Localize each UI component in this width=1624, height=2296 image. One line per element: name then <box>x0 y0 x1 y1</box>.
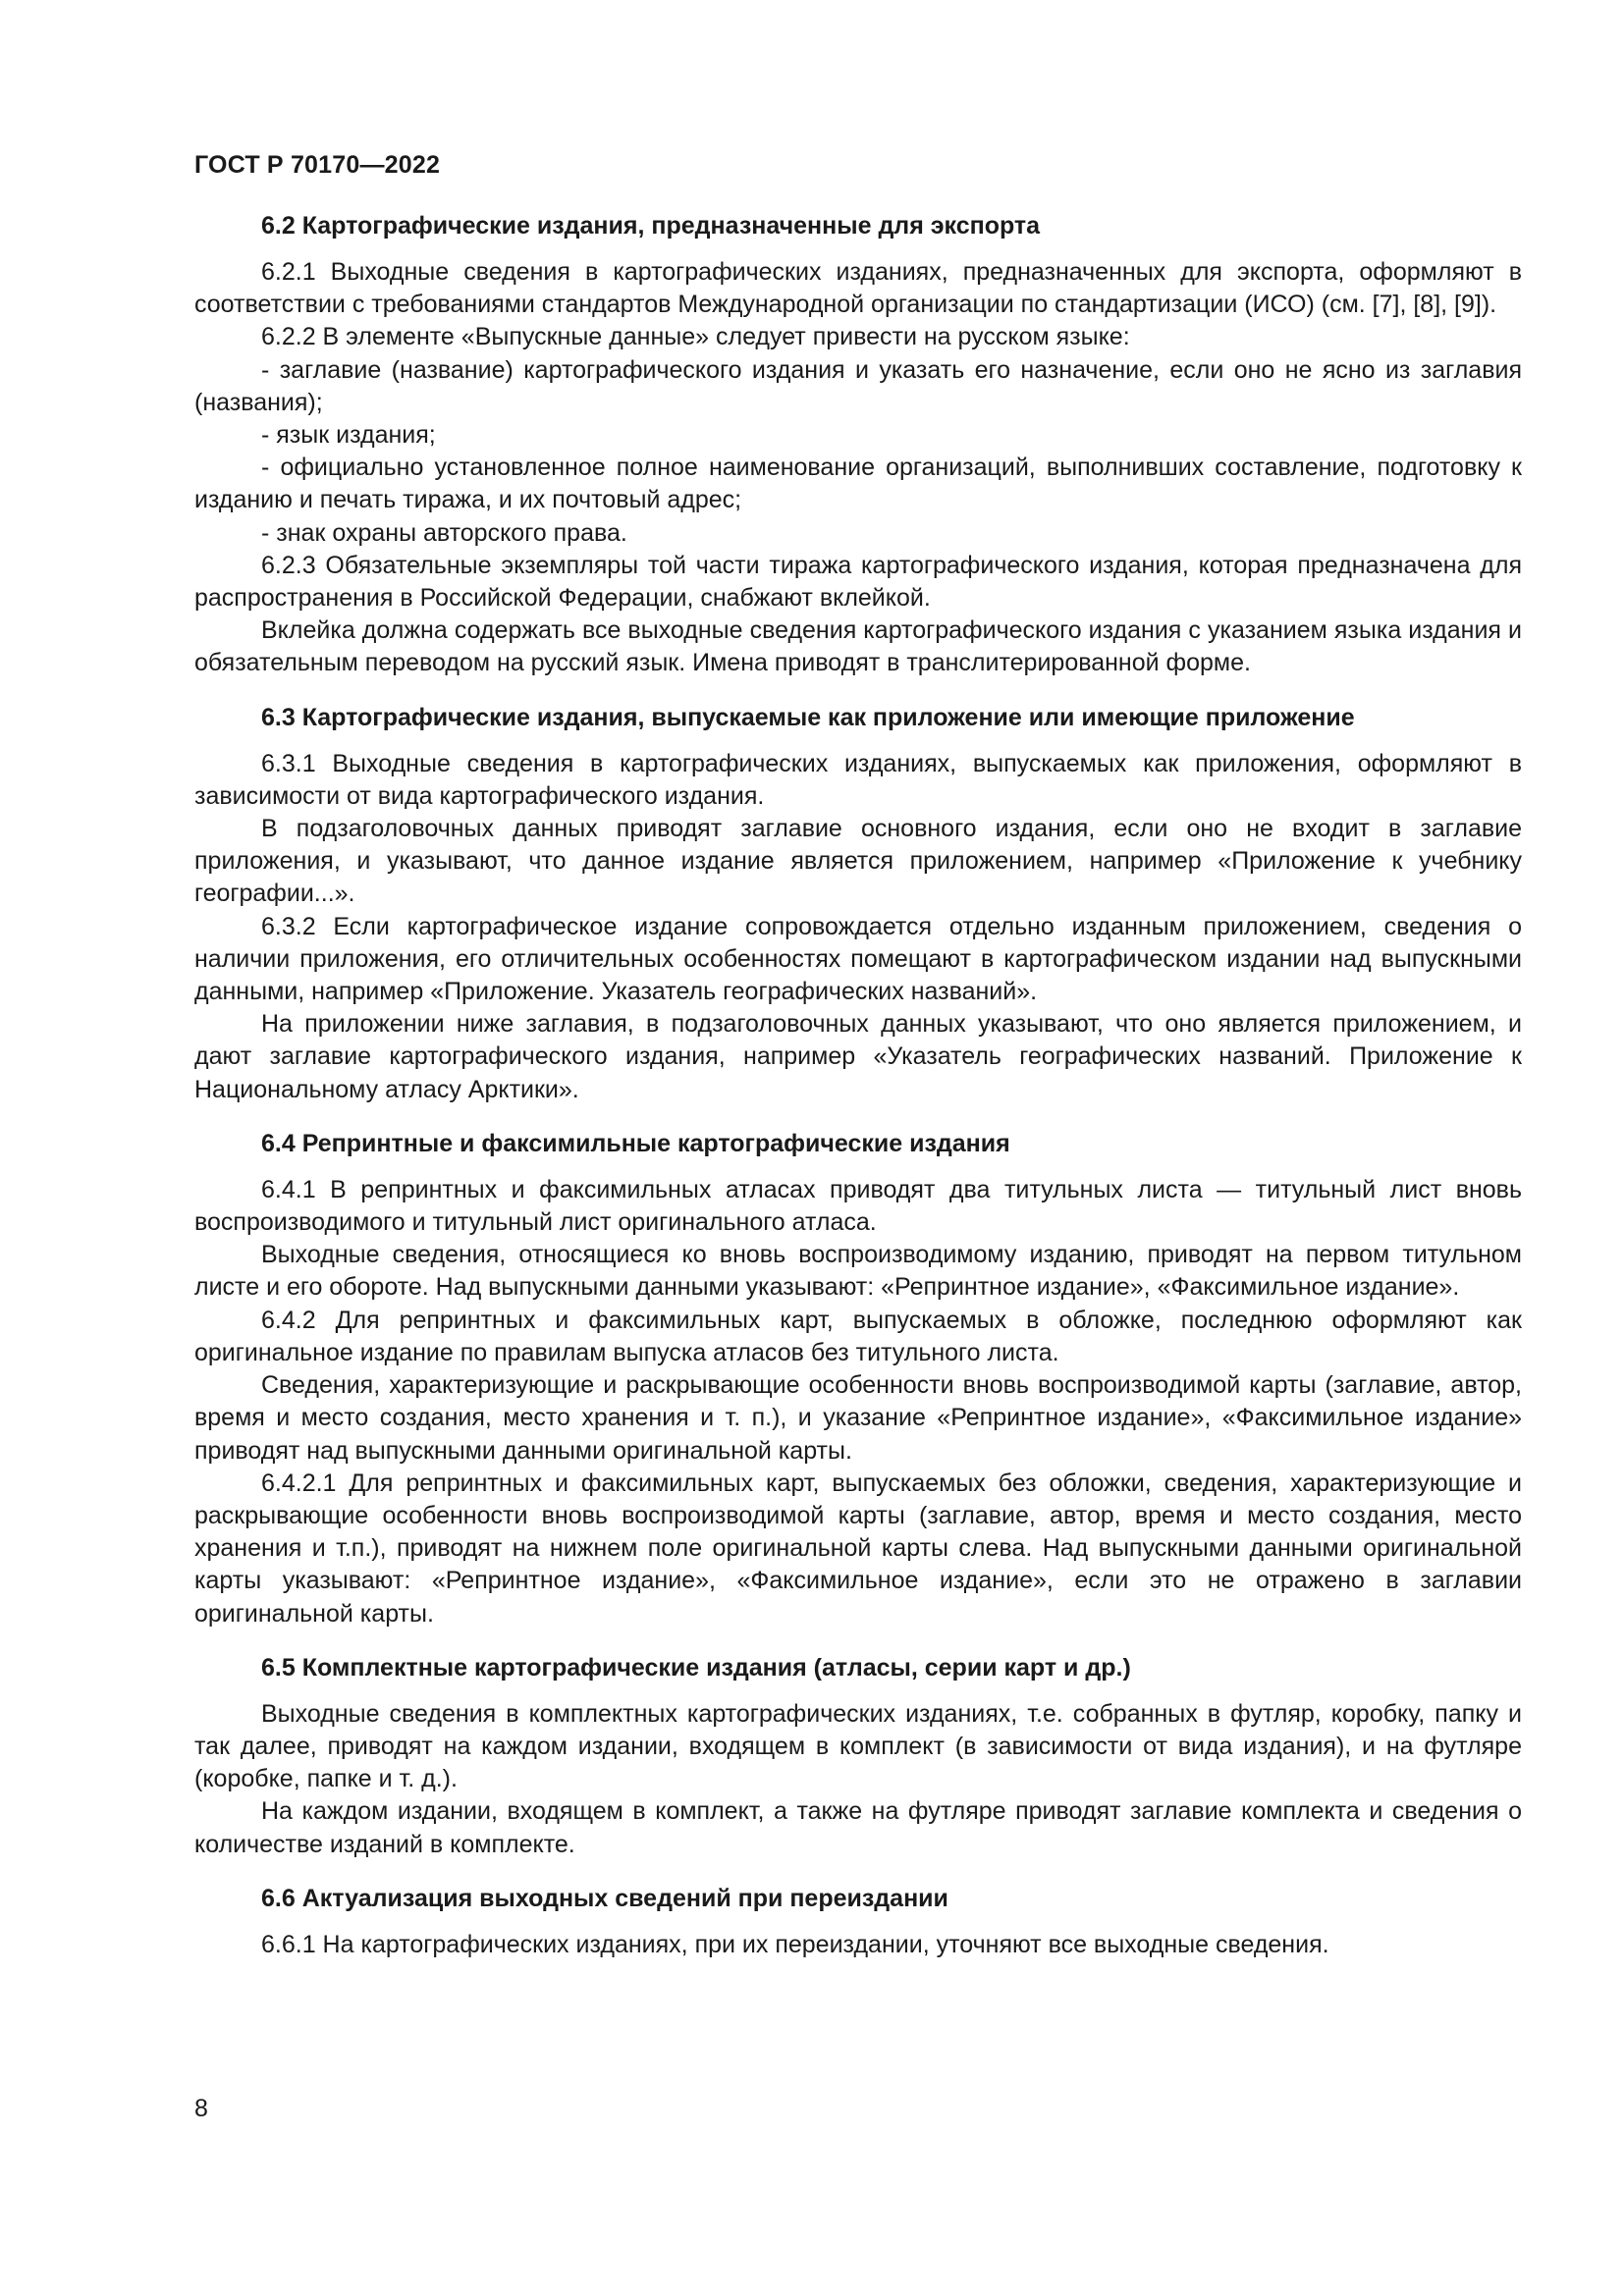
document-header: ГОСТ Р 70170—2022 <box>194 151 441 179</box>
paragraph: 6.2.1 Выходные сведения в картографических изданиях, предназначенных для экспорта, оформляют в соответствии с требованиями стандартов Международной организации по стандартизации (ИСО) (см. [7], [8], [9]). <box>194 258 1522 319</box>
paragraph: 6.4.2 Для репринтных и факсимильных карт, выпускаемых в обложке, последнюю оформляют как оригинальное издание по правилам выпуска атласов без титульного листа. <box>194 1306 1522 1366</box>
paragraph: На каждом издании, входящем в комплект, а также на футляре приводят заглавие комплекта и сведения о количестве изданий в комплекте. <box>194 1797 1522 1858</box>
paragraph: 6.4.1 В репринтных и факсимильных атласах приводят два титульных листа — титульный лист вновь воспроизводимого и титульный лист оригинального атласа. <box>194 1175 1522 1237</box>
section-6-4 <box>194 1128 1522 1630</box>
list-item: - официально установленное полное наименование организаций, выполнивших составление, подготовку к изданию и печать тиража, и их почтовый адрес; <box>194 454 1522 514</box>
list-item: - знак охраны авторского права. <box>261 518 627 547</box>
paragraph: Вклейка должна содержать все выходные сведения картографического издания с указанием языка издания и обязательным переводом на русский язык. Имена приводят в транслитерированной форме. <box>194 616 1522 677</box>
section-title: 6.6 Актуализация выходных сведений при переиздании <box>261 1884 948 1912</box>
paragraph: 6.3.1 Выходные сведения в картографических изданиях, выпускаемых как приложения, оформляют в зависимости от вида картографического издания. <box>194 749 1522 810</box>
list-item: - язык издания; <box>261 421 436 450</box>
paragraph: 6.3.2 Если картографическое издание сопровождается отдельно изданным приложением, сведения о наличии приложения, его отличительных особенностях помещают в картографическом издании над выпускными данными, например «Приложение. Указатель географических названий». <box>194 912 1522 1006</box>
paragraph: 6.2.3 Обязательные экземпляры той части тиража картографического издания, которая предназначена для распространения в Российской Федерации, снабжают вклейкой. <box>194 551 1522 613</box>
paragraph: Выходные сведения в комплектных картографических изданиях, т.е. собранных в футляр, коробку, папку и так далее, приводят на каждом издании, входящем в комплект (в зависимости от вида издания), и на футляре (коробке, папке и т. д.). <box>194 1699 1522 1793</box>
paragraph: На приложении ниже заглавия, в подзаголовочных данных указывают, что оно является приложением, и дают заглавие картографического издания, например «Указатель географических названий. Приложение к Национальному атласу Арктики». <box>194 1010 1522 1103</box>
paragraph: Выходные сведения, относящиеся ко вновь воспроизводимому изданию, приводят на первом титульном листе и его обороте. Над выпускными данными указывают: «Репринтное издание», «Факсимильное издание». <box>194 1241 1522 1302</box>
paragraph: Сведения, характеризующие и раскрывающие особенности вновь воспроизводимой карты (заглавие, автор, время и место создания, место хранения и т. п.), и указание «Репринтное издание», «Факсимильное издание» приводят над выпускными данными оригинальной карты. <box>194 1371 1522 1465</box>
paragraph: 6.6.1 На картографических изданиях, при их переиздании, уточняют все выходные сведения. <box>261 1930 1329 1958</box>
section-title: 6.4 Репринтные и факсимильные картографические издания <box>261 1129 1010 1157</box>
section-title: 6.3 Картографические издания, выпускаемые как приложение или имеющие приложение <box>261 703 1355 731</box>
section-6-5 <box>194 1652 1522 1861</box>
section-title: 6.2 Картографические издания, предназначенные для экспорта <box>261 212 1041 240</box>
paragraph: В подзаголовочных данных приводят заглавие основного издания, если оно не входит в заглавие приложения, и указывают, что данное издание является приложением, например «Приложение к учебнику географии...». <box>194 815 1522 908</box>
section-6-2 <box>194 210 1522 680</box>
section-6-6 <box>194 1883 1522 1961</box>
document-page <box>194 147 1522 1961</box>
section-title: 6.5 Комплектные картографические издания (атласы, серии карт и др.) <box>261 1653 1131 1682</box>
page-number: 8 <box>194 2095 208 2122</box>
section-6-3 <box>194 702 1522 1106</box>
paragraph: 6.2.2 В элементе «Выпускные данные» следует привести на русском языке: <box>261 323 1130 351</box>
list-item: - заглавие (название) картографического издания и указать его назначение, если оно не ясно из заглавия (названия); <box>194 355 1522 416</box>
paragraph: 6.4.2.1 Для репринтных и факсимильных карт, выпускаемых без обложки, сведения, характеризующие и раскрывающие особенности вновь воспроизводимой карты (заглавие, автор, время и место создания, место хранения и т.п.), приводят на нижнем поле оригинальной карты слева. Над выпускными данными оригинальной карты указывают: «Репринтное издание», «Факсимильное издание», если это не отражено в заглавии оригинальной карты. <box>194 1468 1522 1628</box>
